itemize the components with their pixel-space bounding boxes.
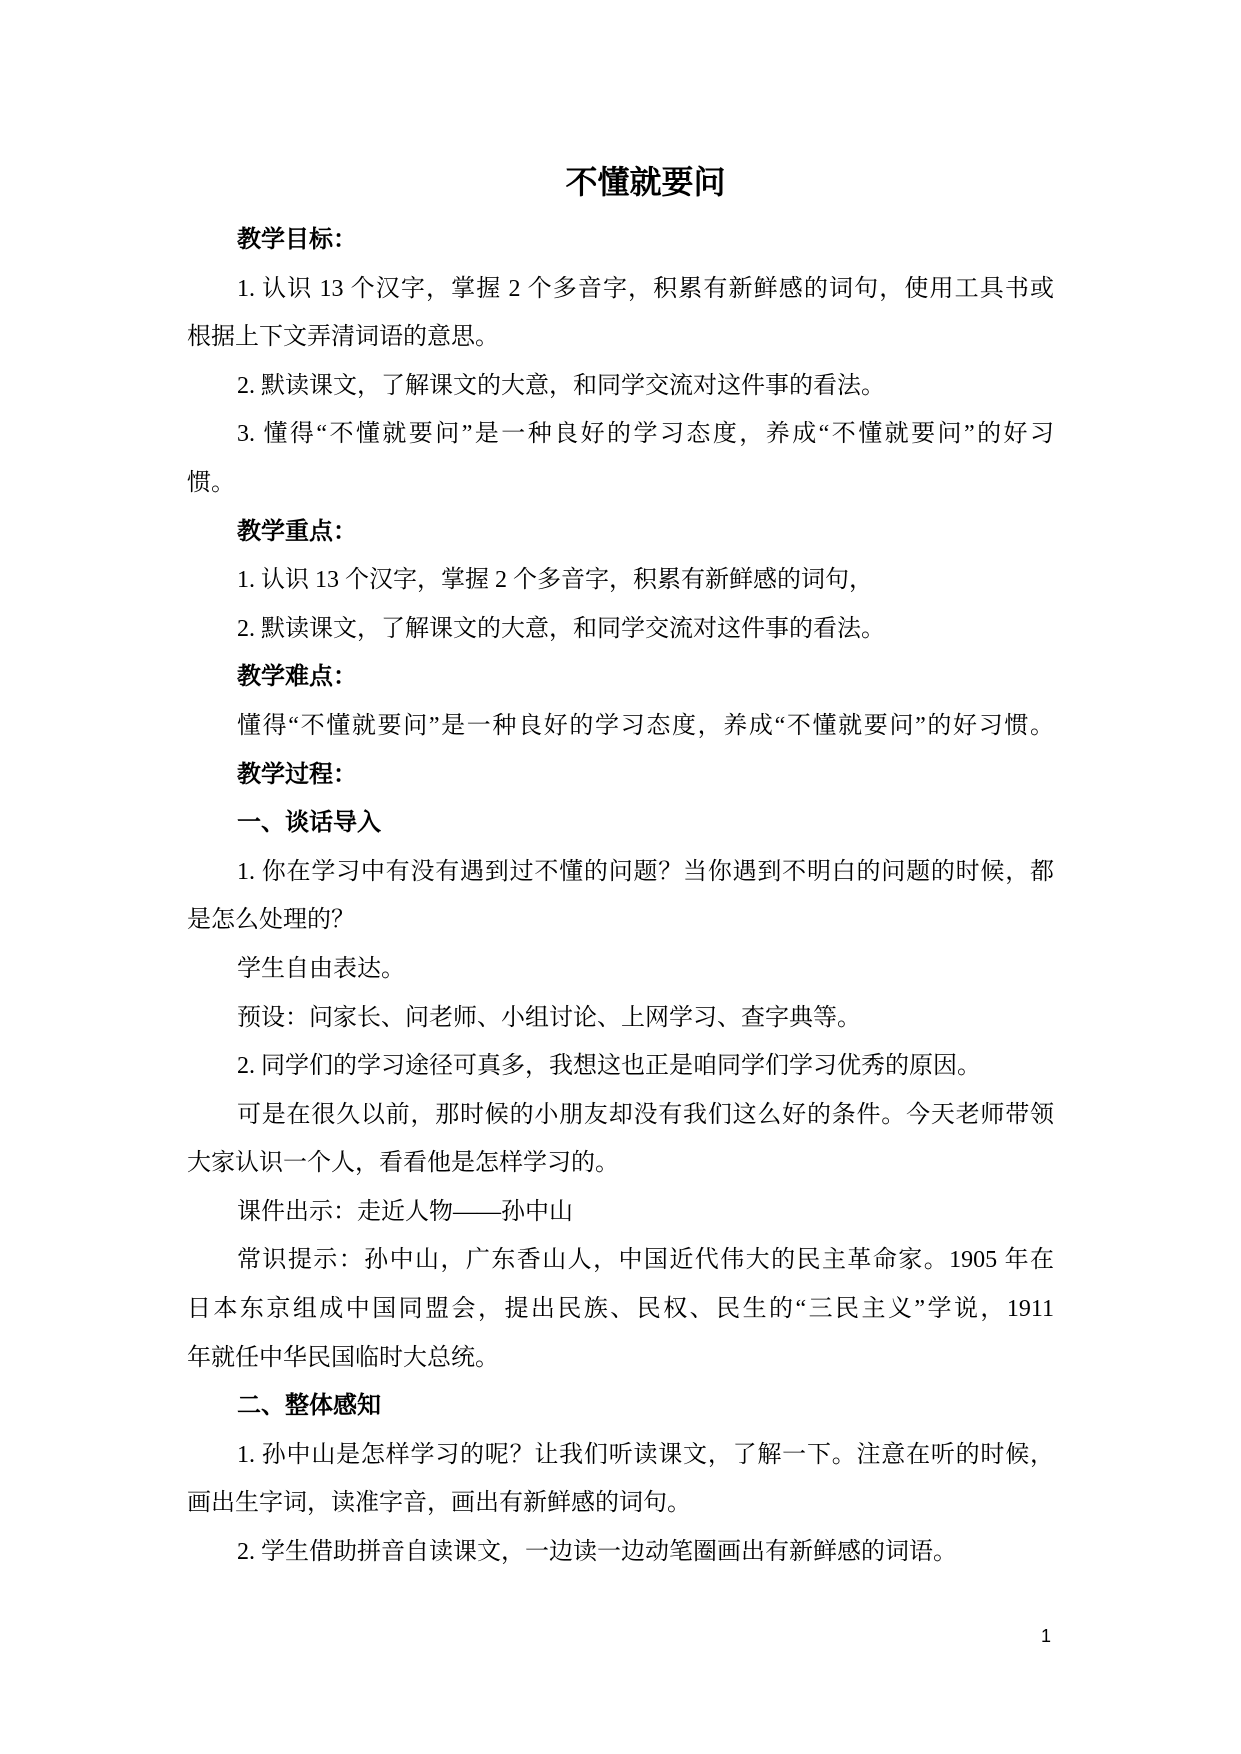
paragraph [187, 1188, 1054, 1237]
paragraph [187, 1528, 1054, 1577]
paragraph-line: 是怎么处理的？ [187, 907, 355, 934]
paragraph-line: 2. 默读课文，了解课文的大意，和同学交流对这件事的看法。 [237, 372, 885, 399]
paragraph-line: 懂得“不懂就要问”是一种良好的学习态度，养成“不懂就要问”的好习惯。 [237, 712, 1054, 739]
paragraph-line: 2. 学生借助拼音自读课文，一边读一边动笔圈画出有新鲜感的词语。 [237, 1539, 957, 1566]
paragraph-line: 日本东京组成中国同盟会，提出民族、民权、民生的“三民主义”学说，1911 [187, 1296, 1054, 1323]
section-heading-teaching-process: 教学过程： [237, 760, 357, 788]
paragraph [187, 945, 1054, 994]
page-number: 1 [1040, 1626, 1051, 1646]
paragraph-line: 学生自由表达。 [237, 955, 405, 982]
paragraph [187, 994, 1054, 1043]
paragraph-line: 1. 认识 13 个汉字，掌握 2 个多音字，积累有新鲜感的词句， [237, 567, 873, 594]
paragraph [187, 1236, 1054, 1382]
paragraph-line: 1. 认识 13 个汉字，掌握 2 个多音字，积累有新鲜感的词句，使用工具书或 [237, 275, 1054, 302]
document-body [187, 216, 1054, 1577]
paragraph [187, 410, 1054, 507]
section-heading-teaching-goals: 教学目标： [237, 226, 357, 253]
paragraph-line: 3. 懂得“不懂就要问”是一种良好的学习态度，养成“不懂就要问”的好习 [237, 421, 1054, 448]
paragraph-line: 1. 孙中山是怎样学习的呢？让我们听读课文，了解一下。注意在听的时候， [237, 1441, 1054, 1468]
paragraph [187, 265, 1054, 362]
paragraph-line: 课件出示：走近人物——孙中山 [237, 1198, 573, 1225]
paragraph-line: 可是在很久以前，那时候的小朋友却没有我们这么好的条件。今天老师带领 [237, 1101, 1054, 1128]
paragraph [187, 1042, 1054, 1091]
paragraph-line: 1. 你在学习中有没有遇到过不懂的问题？当你遇到不明白的问题的时候，都 [237, 858, 1054, 885]
section-heading-introduction: 一、谈话导入 [237, 809, 381, 837]
paragraph-line: 画出生字词，读准字音，画出有新鲜感的词句。 [187, 1490, 691, 1517]
paragraph [187, 556, 1054, 605]
document-title: 不懂就要问 [565, 164, 726, 200]
paragraph-line: 根据上下文弄清词语的意思。 [187, 324, 499, 351]
paragraph [187, 605, 1054, 654]
paragraph [187, 1431, 1054, 1528]
paragraph [187, 1091, 1054, 1188]
paragraph [187, 848, 1054, 945]
paragraph-line: 大家认识一个人，看看他是怎样学习的。 [187, 1150, 619, 1177]
paragraph [187, 702, 1054, 751]
paragraph-line: 预设：问家长、问老师、小组讨论、上网学习、查字典等。 [237, 1004, 861, 1031]
section-heading-overall-perception: 二、整体感知 [237, 1392, 381, 1420]
paragraph-line: 惯。 [187, 469, 235, 496]
section-heading-difficult-points: 教学难点： [237, 663, 357, 691]
paragraph-line: 常识提示：孙中山，广东香山人，中国近代伟大的民主革命家。1905 年在 [237, 1247, 1054, 1274]
paragraph-line: 年就任中华民国临时大总统。 [187, 1344, 499, 1371]
paragraph-line: 2. 同学们的学习途径可真多，我想这也正是咱同学们学习优秀的原因。 [237, 1053, 981, 1080]
section-heading-key-points: 教学重点： [237, 517, 357, 545]
paragraph-line: 2. 默读课文，了解课文的大意，和同学交流对这件事的看法。 [237, 615, 885, 642]
paragraph [187, 362, 1054, 411]
